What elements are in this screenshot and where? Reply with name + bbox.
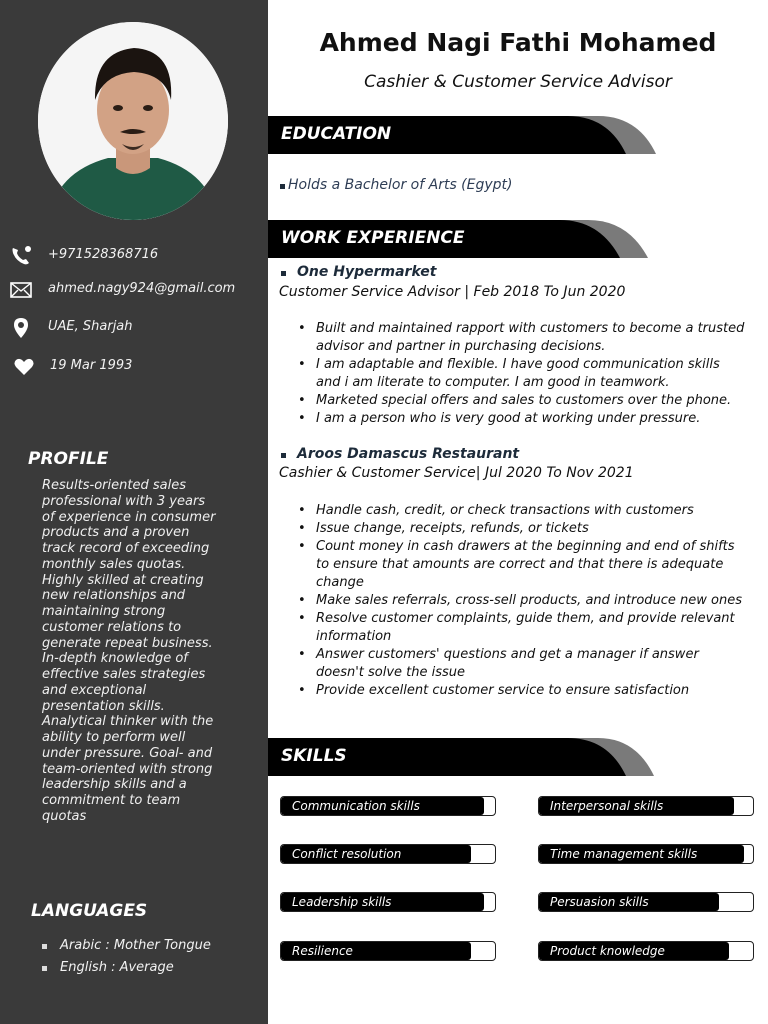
job-bullet: • Resolve customer complaints, guide them, and provide relevant information xyxy=(316,610,748,646)
skill-label: Leadership skills xyxy=(292,895,392,909)
language-item: Arabic : Mother Tongue xyxy=(40,938,211,960)
skills-banner xyxy=(268,738,668,776)
birthdate-text: 19 Mar 1993 xyxy=(50,358,133,373)
languages-list xyxy=(40,938,211,982)
skill-label: Time management skills xyxy=(550,847,698,861)
job-bullet: • Make sales referrals, cross-sell products, and introduce new ones xyxy=(316,592,748,610)
email-text: ahmed.nagy924@gmail.com xyxy=(48,281,236,296)
sidebar xyxy=(0,0,268,1024)
contact-email xyxy=(0,278,268,302)
phone-text: +971528368716 xyxy=(48,247,159,262)
contact-birthdate xyxy=(0,355,268,379)
location-icon xyxy=(9,316,33,340)
job-bullet: • Built and maintained rapport with customers to become a trusted advisor and partner in purchasing decisions. xyxy=(316,320,748,356)
skills-heading: SKILLS xyxy=(281,746,347,766)
job-bullets xyxy=(316,502,748,700)
location-text: UAE, Sharjah xyxy=(48,319,133,334)
contact-location xyxy=(0,316,268,340)
skill-bar xyxy=(538,844,754,864)
profile-photo xyxy=(38,22,228,220)
job-bullet: • Issue change, receipts, refunds, or tickets xyxy=(316,520,748,538)
skill-bar xyxy=(280,796,496,816)
contact-phone xyxy=(0,244,268,268)
job-role: Cashier & Customer Service| Jul 2020 To Nov 2021 xyxy=(279,465,634,481)
skill-label: Product knowledge xyxy=(550,944,665,958)
email-icon xyxy=(9,278,33,302)
job-bullet: • Count money in cash drawers at the beginning and end of shifts to ensure that amounts are correct and that there is adequate change xyxy=(316,538,748,592)
skill-label: Persuasion skills xyxy=(550,895,649,909)
language-item: English : Average xyxy=(40,960,211,982)
skill-bar xyxy=(280,844,496,864)
company-name: One Hypermarket xyxy=(297,264,437,280)
experience-heading: WORK EXPERIENCE xyxy=(281,228,465,248)
job-title: Cashier & Customer Service Advisor xyxy=(364,72,672,92)
skill-label: Resilience xyxy=(292,944,353,958)
skill-bar xyxy=(538,941,754,961)
education-banner xyxy=(268,116,668,154)
profile-heading: PROFILE xyxy=(28,449,109,469)
job-role: Customer Service Advisor | Feb 2018 To Jun 2020 xyxy=(279,284,626,300)
phone-icon xyxy=(9,244,33,268)
languages-heading: LANGUAGES xyxy=(31,901,148,921)
skill-bar xyxy=(280,892,496,912)
job-bullet: • Marketed special offers and sales to customers over the phone. xyxy=(316,392,748,410)
job-bullet: • I am adaptable and flexible. I have good communication skills and i am literate to computer. I am good in teamwork. xyxy=(316,356,748,392)
skill-bar xyxy=(280,941,496,961)
job-bullet: • Handle cash, credit, or check transactions with customers xyxy=(316,502,748,520)
person-photo-icon xyxy=(38,22,228,220)
profile-text: Results-oriented sales professional with 3 years of experience in consumer products and a proven track record of exceeding monthly sales quotas. Highly skilled at creating new relationships and maintaining strong customer relations to generate repeat business. In-depth knowledge of effective sales strategies and exceptional presentation skills. Analytical thinker with the ability to perform well under pressure. Goal- and team-oriented with strong leadership skills and a commitment to team quotas xyxy=(42,478,216,824)
job-bullet: • I am a person who is very good at working under pressure. xyxy=(316,410,748,428)
skill-bar xyxy=(538,892,754,912)
skill-label: Communication skills xyxy=(292,799,420,813)
experience-banner xyxy=(268,220,668,258)
education-heading: EDUCATION xyxy=(281,124,392,144)
company-name: Aroos Damascus Restaurant xyxy=(297,446,520,462)
education-item: Holds a Bachelor of Arts (Egypt) xyxy=(288,177,513,193)
job-bullet: • Answer customers' questions and get a manager if answer doesn't solve the issue xyxy=(316,646,748,682)
skill-bar xyxy=(538,796,754,816)
job-bullet: • Provide excellent customer service to ensure satisfaction xyxy=(316,682,748,700)
heart-icon xyxy=(12,355,36,379)
person-name: Ahmed Nagi Fathi Mohamed xyxy=(319,28,717,57)
skill-label: Interpersonal skills xyxy=(550,799,664,813)
skill-label: Conflict resolution xyxy=(292,847,402,861)
job-bullets xyxy=(316,320,748,428)
